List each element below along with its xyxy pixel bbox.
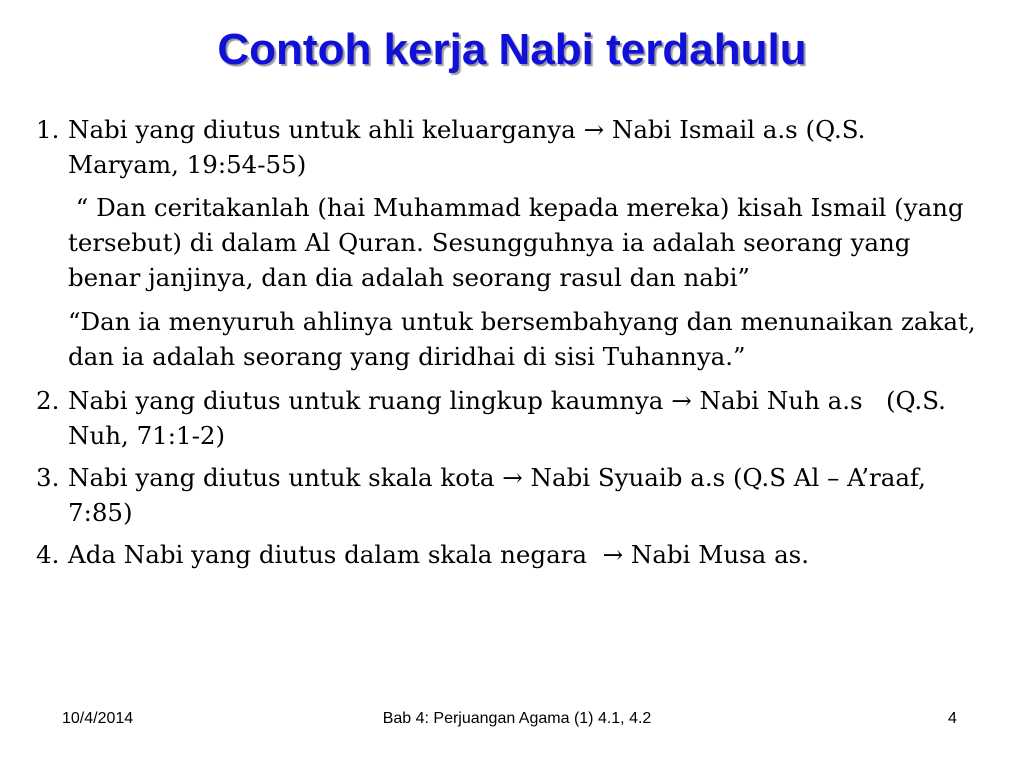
list-item-2: [36, 383, 976, 453]
footer-date: 10/4/2014: [62, 710, 134, 727]
list-item-4: [36, 537, 976, 572]
footer-page-number: 4: [948, 710, 957, 727]
list-item-text: Ada Nabi yang diutus dalam skala negara → Nabi Musa as.: [68, 540, 810, 569]
quote-1: “ Dan ceritakanlah (hai Muhammad kepada mereka) kisah Ismail (yang tersebut) di dalam Al Quran. Sesungguhnya ia adalah seorang yang benar janjinya, dan dia adalah seorang rasul dan nabi”: [68, 193, 972, 292]
list-number: 3.: [36, 463, 60, 492]
list-number: 4.: [36, 540, 60, 569]
list-item-text: Nabi yang diutus untuk ruang lingkup kaumnya → Nabi Nuh a.s (Q.S. Nuh, 71:1-2): [68, 386, 954, 450]
slide-title: Contoh kerja Nabi terdahulu: [217, 25, 807, 74]
list-item-1: [36, 112, 976, 182]
list-item-text: Nabi yang diutus untuk ahli keluarganya → Nabi Ismail a.s (Q.S. Maryam, 19:54-55): [68, 115, 866, 179]
quote-2: “Dan ia menyuruh ahlinya untuk bersembahyang dan menunaikan zakat, dan ia adalah seorang yang diridhai di sisi Tuhannya.”: [68, 307, 976, 371]
list-number: 2.: [36, 386, 60, 415]
footer-chapter: Bab 4: Perjuangan Agama (1) 4.1, 4.2: [382, 710, 652, 727]
slide-body: [36, 112, 976, 579]
list-item-3: [36, 460, 976, 530]
list-item-text: Nabi yang diutus untuk skala kota → Nabi Syuaib a.s (Q.S Al – A’raaf, 7:85): [68, 463, 926, 527]
list-number: 1.: [36, 115, 60, 144]
